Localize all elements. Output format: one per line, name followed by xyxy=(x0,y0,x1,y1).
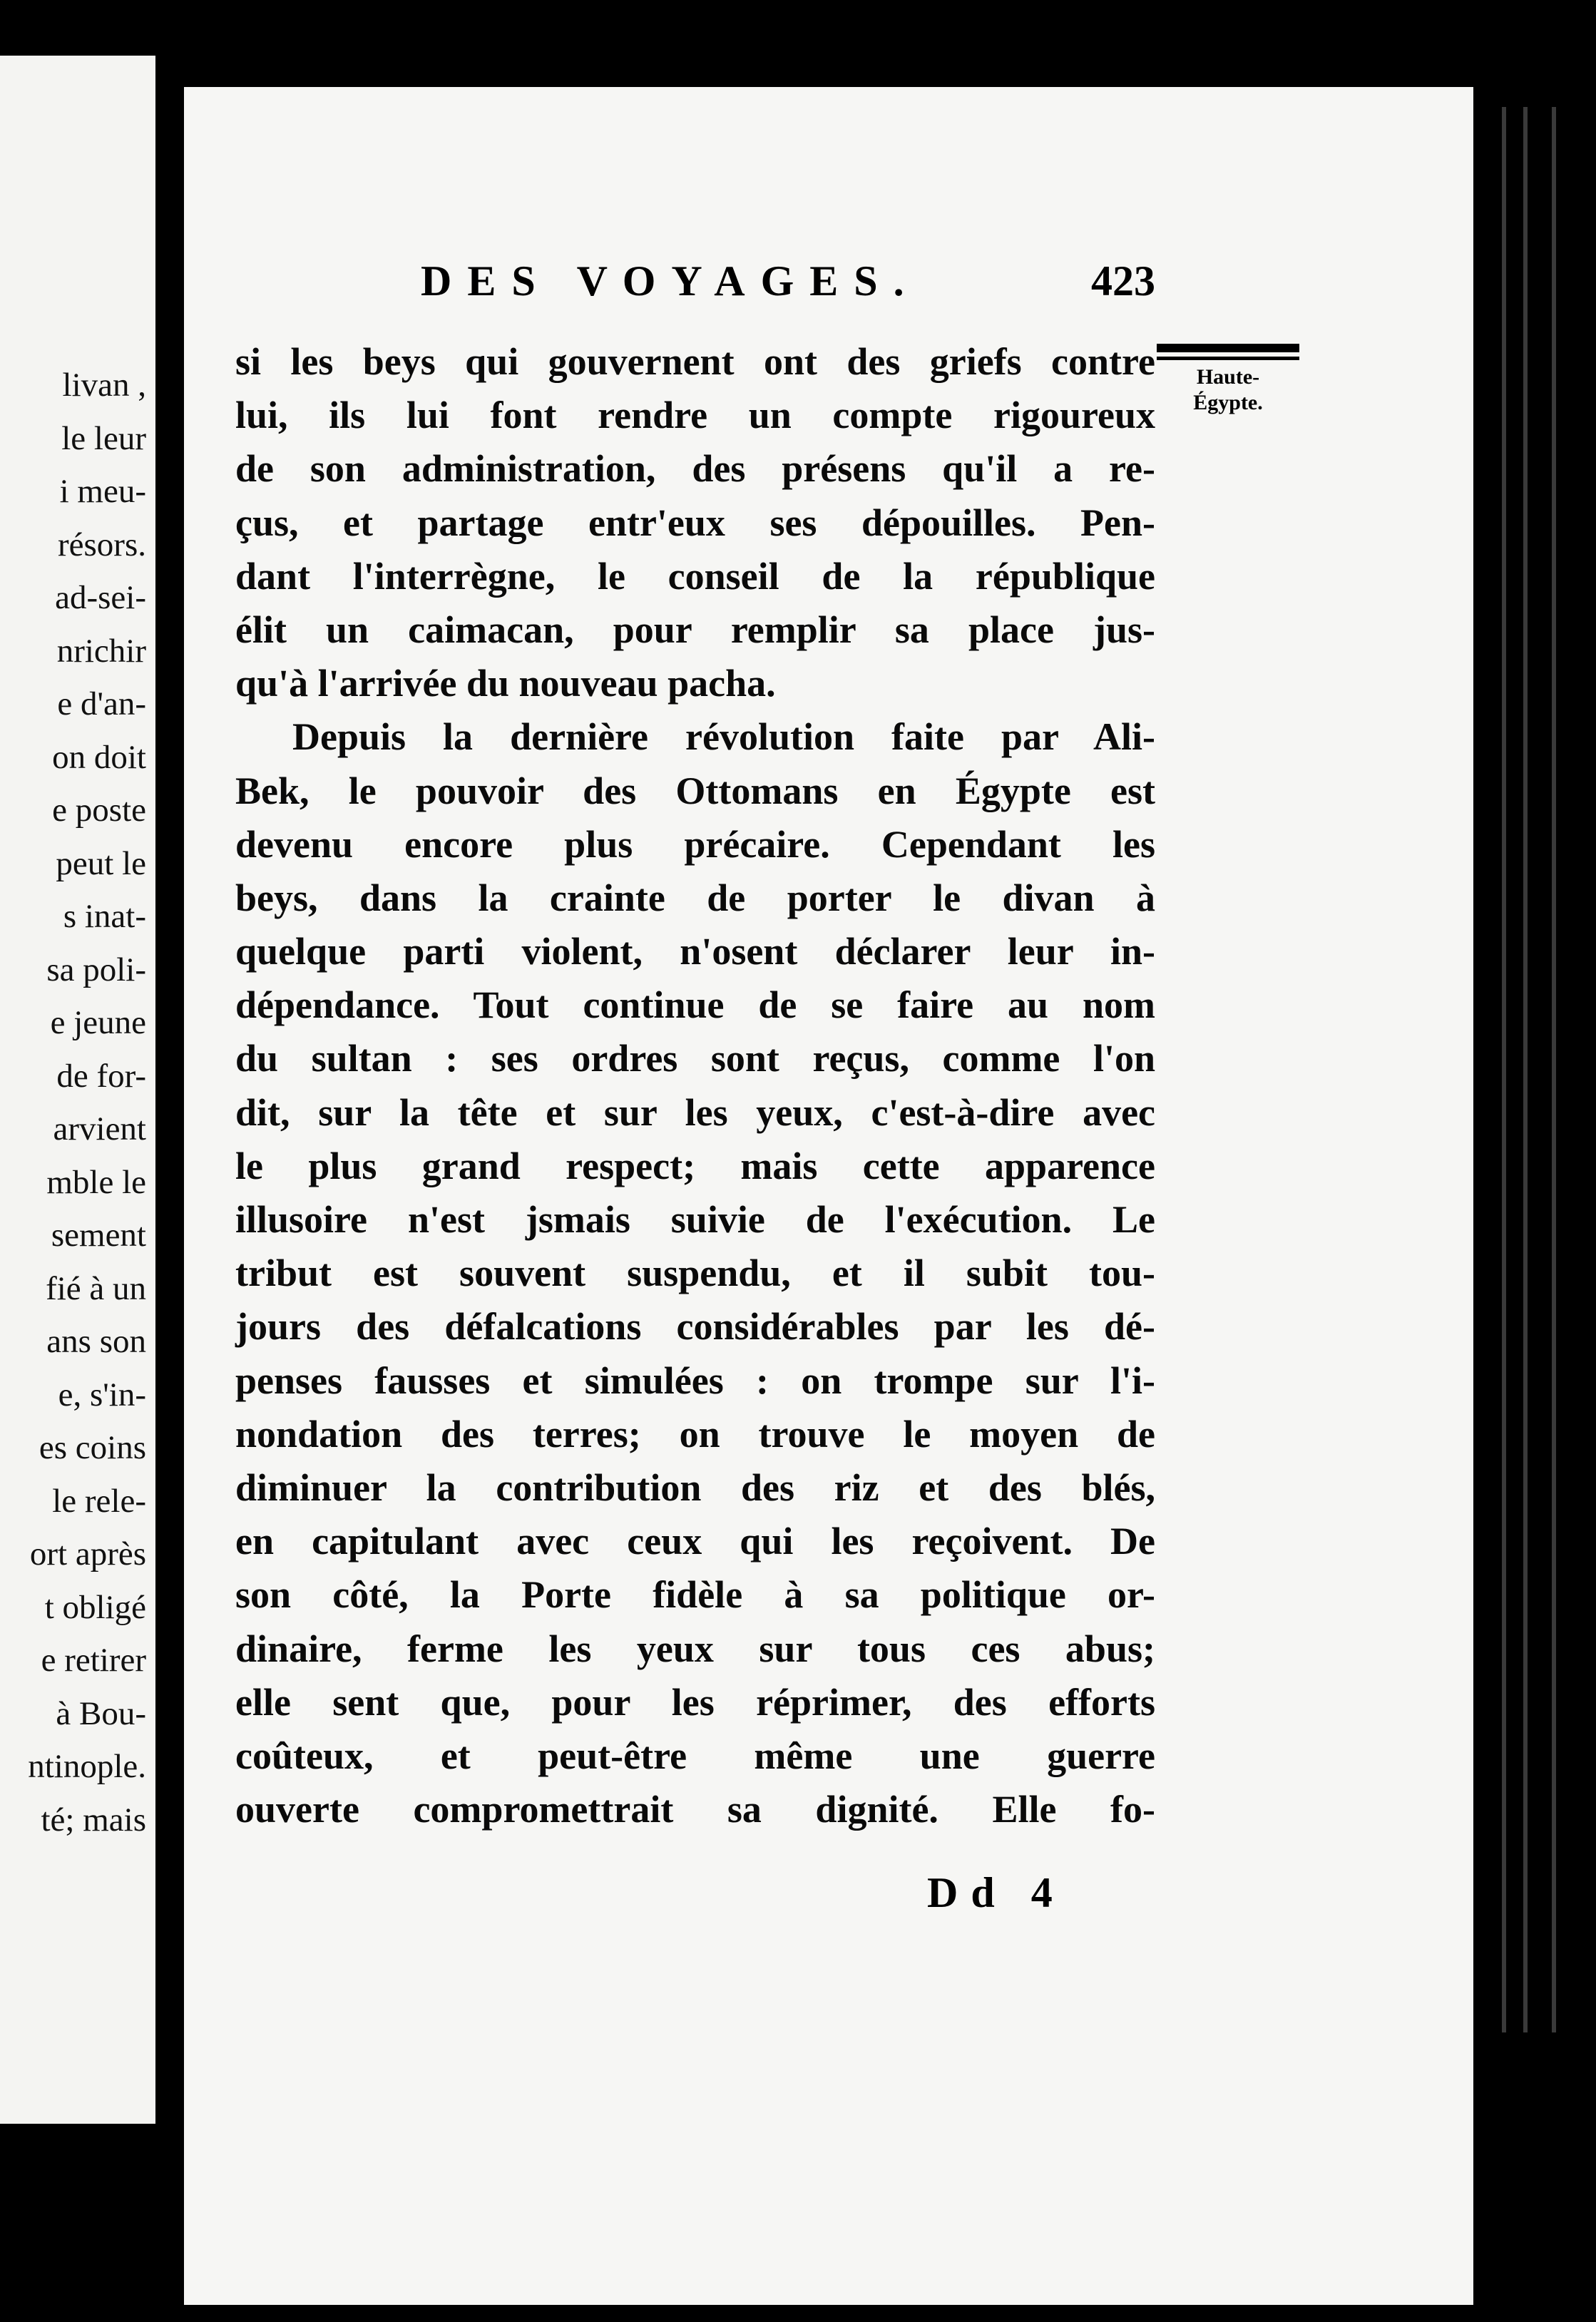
text-line: ouverte compromettrait sa dignité. Elle fo- xyxy=(235,1788,1155,1831)
text-line: élit un caimacan, pour remplir sa place jus- xyxy=(235,608,1155,651)
running-title: DES VOYAGES. xyxy=(421,257,920,305)
text-line: beys, dans la crainte de porter le divan à xyxy=(235,876,1155,919)
text-line: du sultan : ses ordres sont reçus, comme l'on xyxy=(235,1037,1155,1080)
text-line: de son administration, des présens qu'il a re- xyxy=(235,447,1155,491)
text-line: si les beys qui gouvernent ont des griefs contre xyxy=(235,340,1155,383)
text-line: lui, ils lui font rendre un compte rigoureux xyxy=(235,394,1155,437)
text-line: dépendance. Tout continue de se faire au nom xyxy=(235,983,1155,1027)
left-line: e d'an- xyxy=(57,685,146,722)
left-page-fragment xyxy=(0,56,155,2124)
page-edge-line xyxy=(1502,107,1506,2032)
left-line: i meu- xyxy=(59,473,146,510)
page-edge-line xyxy=(1552,107,1556,2032)
left-line: de for- xyxy=(56,1057,146,1095)
left-line: arvient xyxy=(53,1110,146,1147)
text-line: quelque parti violent, n'osent déclarer leur in- xyxy=(235,930,1155,973)
left-line: résors. xyxy=(58,526,146,563)
text-line: tribut est souvent suspendu, et il subit tou- xyxy=(235,1252,1155,1295)
margin-rule xyxy=(1157,357,1299,360)
text-line: penses fausses et simulées : on trompe sur l'i- xyxy=(235,1359,1155,1402)
text-line: en capitulant avec ceux qui les reçoivent. De xyxy=(235,1520,1155,1563)
left-line: sement xyxy=(51,1217,146,1254)
signature-mark: Dd 4 xyxy=(927,1869,1065,1916)
left-line: peut le xyxy=(56,844,146,882)
left-line: t obligé xyxy=(44,1588,146,1626)
margin-note-line: Haute- xyxy=(1196,365,1260,389)
text-line: qu'à l'arrivée du nouveau pacha. xyxy=(235,662,776,705)
left-line: nrichir xyxy=(56,632,146,670)
page-edges xyxy=(1473,0,1596,2322)
text-line: nondation des terres; on trouve le moyen de xyxy=(235,1412,1155,1456)
text-line: jours des défalcations considérables par les dé- xyxy=(235,1305,1155,1349)
page-header xyxy=(235,257,1155,321)
margin-rule xyxy=(1157,344,1299,352)
page-number: 423 xyxy=(1091,257,1155,305)
left-line: le leur xyxy=(61,419,146,457)
text-line: elle sent que, pour les réprimer, des efforts xyxy=(235,1680,1155,1724)
text-line: devenu encore plus précaire. Cependant les xyxy=(235,822,1155,866)
left-line: mble le xyxy=(46,1163,146,1201)
text-line: diminuer la contribution des riz et des blés, xyxy=(235,1466,1155,1509)
text-line: çus, et partage entr'eux ses dépouilles. Pen- xyxy=(235,501,1155,544)
margin-note xyxy=(1157,344,1299,416)
left-line: ort après xyxy=(29,1535,146,1572)
text-line: son côté, la Porte fidèle à sa politique or- xyxy=(235,1573,1155,1617)
left-line: livan , xyxy=(62,367,146,404)
left-page-text xyxy=(0,359,146,1846)
left-line: e jeune xyxy=(50,1004,146,1041)
left-line: on doit xyxy=(52,738,146,776)
left-line: e retirer xyxy=(41,1642,146,1679)
text-line: coûteux, et peut-être même une guerre xyxy=(235,1734,1155,1777)
left-line: té; mais xyxy=(41,1801,146,1838)
body-text xyxy=(235,335,1155,1836)
text-line: dit, sur la tête et sur les yeux, c'est-à-dire avec xyxy=(235,1090,1155,1134)
margin-note-line: Égypte. xyxy=(1193,391,1263,414)
left-line: s inat- xyxy=(63,898,146,935)
left-line: e, s'in- xyxy=(58,1376,146,1413)
left-line: fié à un xyxy=(46,1269,146,1307)
page-edge-line xyxy=(1523,107,1528,2032)
left-line: sa poli- xyxy=(46,951,146,988)
left-line: à Bou- xyxy=(56,1694,146,1732)
text-line: illusoire n'est jsmais suivie de l'exécution. Le xyxy=(235,1198,1155,1241)
left-line: e poste xyxy=(52,792,146,829)
text-line: dant l'interrègne, le conseil de la république xyxy=(235,554,1155,598)
text-line: le plus grand respect; mais cette apparence xyxy=(235,1144,1155,1187)
left-line: ans son xyxy=(46,1323,146,1360)
left-line: es coins xyxy=(39,1429,146,1466)
text-line: Bek, le pouvoir des Ottomans en Égypte est xyxy=(235,769,1155,812)
left-line: ad-sei- xyxy=(55,579,146,616)
text-line: Depuis la dernière révolution faite par Ali- xyxy=(292,715,1155,759)
text-line: dinaire, ferme les yeux sur tous ces abus; xyxy=(235,1627,1155,1670)
left-line: le rele- xyxy=(52,1482,146,1520)
left-line: ntinople. xyxy=(28,1748,146,1785)
